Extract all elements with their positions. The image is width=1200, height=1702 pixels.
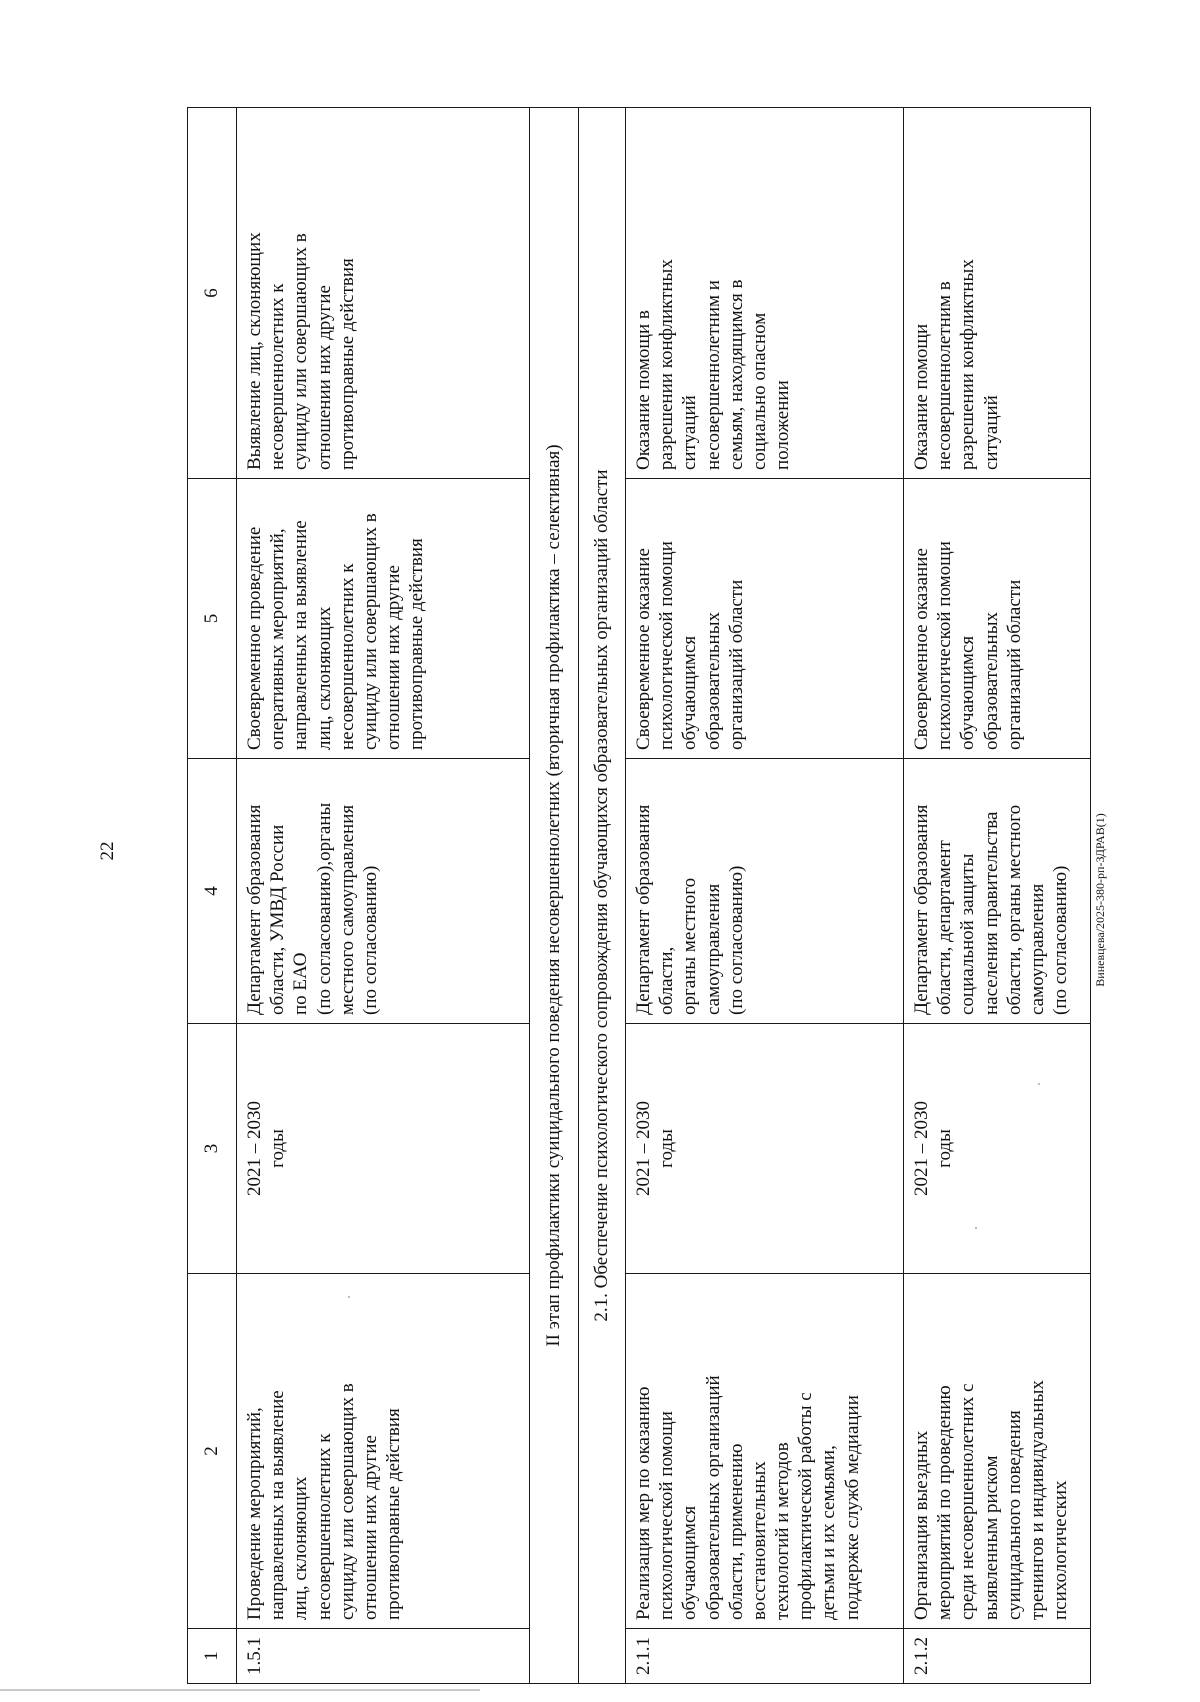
measure-cell: Реализация мер по оказанию психологической помощи обучающимся образовательных организаций области, применению восстановительных технологий и методов профилактической работы с детьми и их семьями, поддержке служб медиации — [626, 1274, 904, 1629]
section-title-row — [579, 108, 626, 1684]
result-cell: Своевременное оказание психологической помощи обучающимся образовательных организаций области — [904, 479, 1091, 759]
header-col-2: 2 — [188, 1274, 237, 1629]
result-cell: Своевременное проведение оперативных мероприятий, направленных на выявление лиц, склоняющих несовершеннолетних к суициду или совершающих в отношении них другие противоправные действия — [237, 479, 530, 759]
scan-speck — [1038, 1083, 1040, 1085]
table-row — [626, 108, 904, 1684]
row-number: 1.5.1 — [237, 1629, 530, 1684]
goal-cell: Выявление лиц, склоняющих несовершеннолетних к суициду или совершающих в отношении них другие противоправные действия — [237, 108, 530, 479]
scan-speck — [975, 1227, 977, 1229]
measures-table — [187, 107, 1091, 1684]
measure-cell: Организация выездных мероприятий по проведению среди несовершеннолетних с выявленным риском суицидального поведения тренингов и индивидуальных психологических — [904, 1274, 1091, 1629]
result-cell: Своевременное оказание психологической помощи обучающимся образовательных организаций области — [626, 479, 904, 759]
measure-cell: Проведение мероприятий, направленных на выявление лиц, склоняющих несовершеннолетних к суициду или совершающих в отношении них другие противоправные действия — [237, 1274, 530, 1629]
header-col-5: 5 — [188, 479, 237, 759]
stage-title: II этап профилактики суицидального поведения несовершеннолетних (вторичная профилактика – селективная) — [530, 108, 579, 1684]
period-cell: 2021 – 2030 годы — [904, 1024, 1091, 1274]
period-cell: 2021 – 2030 годы — [237, 1024, 530, 1274]
row-number: 2.1.1 — [626, 1629, 904, 1684]
header-col-3: 3 — [188, 1024, 237, 1274]
scan-edge-line — [0, 1689, 480, 1691]
table-header-row — [188, 108, 237, 1684]
executors-cell: Департамент образования области, органы местного самоуправления (по согласованию) — [626, 759, 904, 1024]
section-title: 2.1. Обеспечение психологического сопровождения обучающихся образовательных организаций области — [579, 108, 626, 1684]
goal-cell: Оказание помощи несовершеннолетним в разрешении конфликтных ситуаций — [904, 108, 1091, 479]
header-col-4: 4 — [188, 759, 237, 1024]
scan-speck — [348, 1296, 350, 1298]
period-cell: 2021 – 2030 годы — [626, 1024, 904, 1274]
executors-cell: Департамент образования области, УМВД России по ЕАО (по согласованию),органы местного самоуправления (по согласованию) — [237, 759, 530, 1024]
page-number: 22 — [97, 841, 118, 861]
stage-title-row — [530, 108, 579, 1684]
row-number: 2.1.2 — [904, 1629, 1091, 1684]
header-col-1: 1 — [188, 1629, 237, 1684]
document-code: Виневцева/2025-380-рп-ЗДРАВ(1) — [1093, 813, 1107, 987]
goal-cell: Оказание помощи в разрешении конфликтных ситуаций несовершеннолетним и семьям, находящимся в социально опасном положении — [626, 108, 904, 479]
header-col-6: 6 — [188, 108, 237, 479]
table-row — [904, 108, 1091, 1684]
executors-cell: Департамент образования области, департамент социальной защиты населения правительства области, органы местного самоуправления (по согласованию) — [904, 759, 1091, 1024]
table-row — [237, 108, 530, 1684]
measures-table-rotated — [187, 108, 1091, 1684]
